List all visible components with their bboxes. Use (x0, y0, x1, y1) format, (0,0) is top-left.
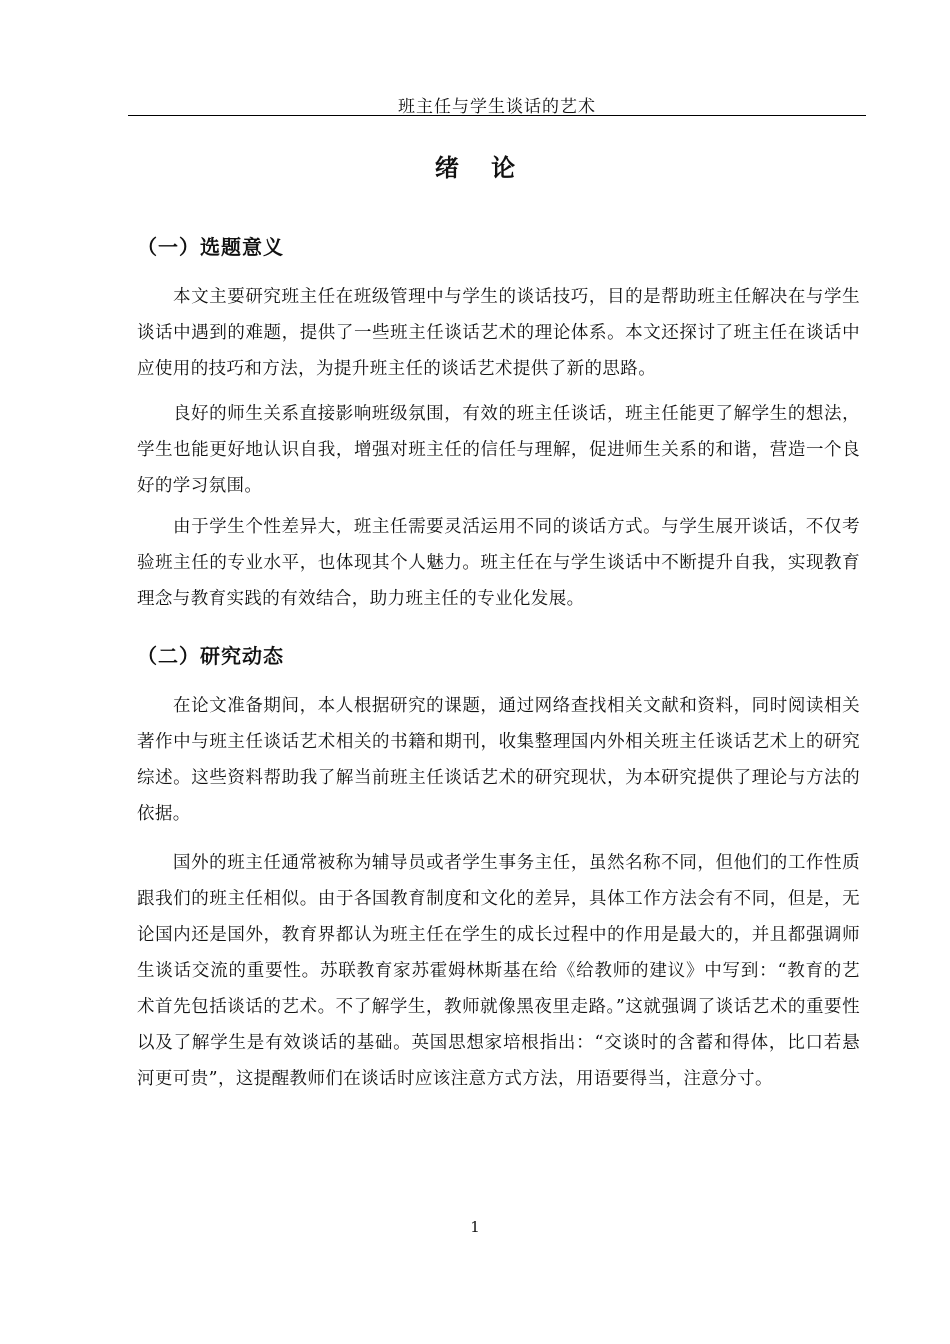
header-rule (128, 115, 866, 116)
page-number: 1 (470, 1218, 480, 1236)
running-header-title: 班主任与学生谈话的艺术 (398, 97, 596, 117)
paragraph: 在论文准备期间，本人根据研究的课题，通过网络查找相关文献和资料，同时阅读相关著作中与班主任谈话艺术相关的书籍和期刊，收集整理国内外相关班主任谈话艺术上的研究综述。这些资料帮助我了解当前班主任谈话艺术的研究现状，为本研究提供了理论与方法的依据。 (137, 696, 860, 824)
paragraph: 国外的班主任通常被称为辅导员或者学生事务主任，虽然名称不同，但他们的工作性质跟我们的班主任相似。由于各国教育制度和文化的差异，具体工作方法会有不同，但是，无论国内还是国外，教育界都认为班主任在学生的成长过程中的作用是最大的，并且都强调师生谈话交流的重要性。苏联教育家苏霍姆林斯基在给《给教师的建议》中写到：“教育的艺术首先包括谈话的艺术。不了解学生，教师就像黑夜里走路。”这就强调了谈话艺术的重要性以及了解学生是有效谈话的基础。英国思想家培根指出：“交谈时的含蓄和得体，比口若悬河更可贵”，这提醒教师们在谈话时应该注意方式方法，用语要得当，注意分寸。 (137, 853, 860, 1089)
paragraph: 良好的师生关系直接影响班级氛围，有效的班主任谈话，班主任能更了解学生的想法，学生也能更好地认识自我，增强对班主任的信任与理解，促进师生关系的和谐，营造一个良好的学习氛围。 (137, 404, 860, 496)
section-heading-research-status: （二）研究动态 (137, 644, 284, 668)
paragraph: 本文主要研究班主任在班级管理中与学生的谈话技巧，目的是帮助班主任解决在与学生谈话中遇到的难题，提供了一些班主任谈话艺术的理论体系。本文还探讨了班主任在谈话中应使用的技巧和方法，为提升班主任的谈话艺术提供了新的思路。 (137, 287, 860, 379)
chapter-title: 绪 论 (434, 154, 528, 182)
section-heading-significance: （一）选题意义 (137, 235, 284, 259)
paragraph: 由于学生个性差异大，班主任需要灵活运用不同的谈话方式。与学生展开谈话，不仅考验班主任的专业水平，也体现其个人魅力。班主任在与学生谈话中不断提升自我，实现教育理念与教育实践的有效结合，助力班主任的专业化发展。 (137, 517, 860, 609)
